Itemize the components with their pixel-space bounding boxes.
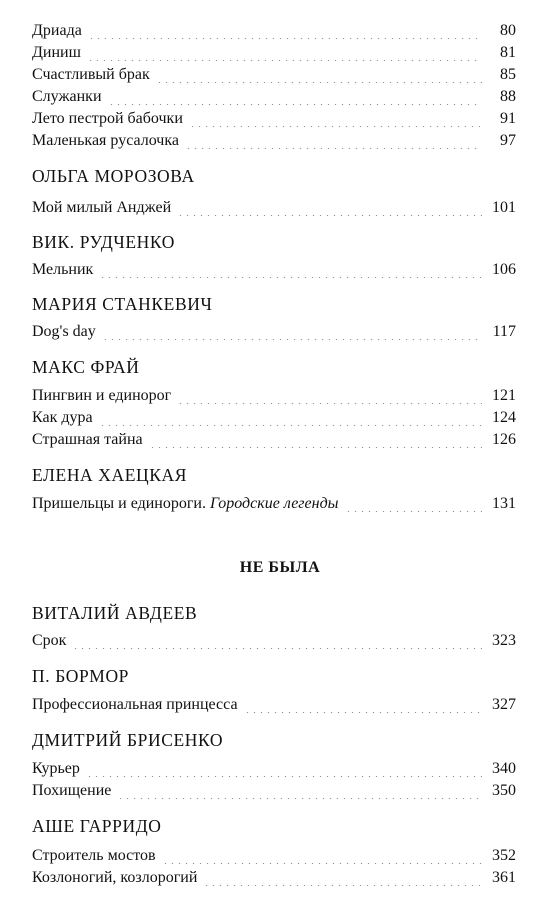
toc-entry[interactable]: [32, 42, 516, 64]
author-heading: ОЛЬГА МОРОЗОВА: [32, 166, 195, 186]
dot-leader: [185, 148, 482, 149]
entry-title: [32, 197, 171, 219]
page-number: 106: [492, 261, 516, 278]
toc-entry[interactable]: [32, 321, 516, 343]
page-number: 124: [492, 409, 516, 426]
page-number: 121: [492, 387, 516, 404]
dot-leader: [99, 425, 482, 426]
entry-title: [32, 20, 82, 42]
toc-entry[interactable]: [32, 108, 516, 130]
toc-entry[interactable]: [32, 845, 516, 867]
entry-title-text: Строитель мостов: [32, 847, 156, 864]
page-number: 327: [492, 696, 516, 713]
page-number: 361: [492, 869, 516, 886]
toc-entry[interactable]: [32, 64, 516, 86]
dot-leader: [345, 511, 482, 512]
entry-title-text: Лето пестрой бабочки: [32, 110, 183, 127]
page-number: 101: [492, 199, 516, 216]
dot-leader: [156, 82, 482, 83]
toc-entry[interactable]: [32, 385, 516, 407]
entry-title: [32, 108, 183, 130]
toc-entry[interactable]: [32, 694, 516, 716]
author-heading: ЕЛЕНА ХАЕЦКАЯ: [32, 465, 188, 485]
entry-title-text: Мой милый Анджей: [32, 199, 172, 216]
dot-leader: [117, 798, 482, 799]
entry-title: [32, 758, 80, 780]
entry-title-text: Пришельцы и единороги.: [32, 495, 206, 512]
page-number: 352: [492, 847, 516, 864]
toc-entry[interactable]: [32, 429, 516, 451]
page-number: 81: [500, 44, 516, 61]
entry-title: [32, 429, 143, 451]
entry-title: [32, 86, 102, 108]
entry-title-text: Счастливый брак: [32, 66, 150, 83]
toc-entry[interactable]: [32, 780, 516, 802]
dot-leader: [189, 126, 482, 127]
page-number: 131: [492, 495, 516, 512]
dot-leader: [149, 447, 482, 448]
entry-title-text: Курьер: [32, 760, 80, 777]
toc-entry[interactable]: [32, 493, 516, 515]
page-number: 91: [500, 110, 516, 127]
section-heading: НЕ БЫЛА: [239, 559, 321, 576]
toc-entry[interactable]: [32, 20, 516, 42]
toc-entry[interactable]: [32, 630, 516, 652]
entry-title: [32, 867, 197, 889]
entry-title-text: Похищение: [32, 782, 112, 799]
page-number: 350: [492, 782, 516, 799]
dot-leader: [203, 885, 482, 886]
entry-title-text: Маленькая русалочка: [32, 132, 179, 149]
toc-entry[interactable]: [32, 259, 516, 281]
dot-leader: [177, 403, 482, 404]
entry-title: [32, 630, 66, 652]
entry-title: [32, 694, 238, 716]
author-heading: ДМИТРИЙ БРИСЕНКО: [32, 730, 224, 750]
entry-title-text: Dog's day: [32, 323, 96, 340]
toc-entry[interactable]: [32, 407, 516, 429]
entry-title-text: Служанки: [32, 88, 102, 105]
page-number: 85: [500, 66, 516, 83]
entry-title-text: Как дура: [32, 409, 93, 426]
toc-entry[interactable]: [32, 758, 516, 780]
entry-title: [32, 845, 156, 867]
entry-title-text: Пингвин и единорог: [32, 387, 172, 404]
entry-title-text: Срок: [32, 632, 67, 649]
entry-title-text: Козлоногий, козлорогий: [32, 869, 198, 886]
page-number: 88: [500, 88, 516, 105]
entry-title: [32, 385, 171, 407]
dot-leader: [72, 648, 482, 649]
toc-entry[interactable]: [32, 867, 516, 889]
toc-entry[interactable]: [32, 130, 516, 152]
entry-title-text: Страшная тайна: [32, 431, 143, 448]
entry-title-text: Диниш: [32, 44, 81, 61]
page-number: 323: [492, 632, 516, 649]
entry-title-text: Дриада: [32, 22, 82, 39]
dot-leader: [177, 215, 482, 216]
dot-leader: [108, 104, 483, 105]
entry-title: [32, 64, 150, 86]
page-number: 126: [492, 431, 516, 448]
author-heading: МАРИЯ СТАНКЕВИЧ: [32, 294, 213, 314]
page-number: 117: [492, 323, 516, 340]
dot-leader: [244, 712, 482, 713]
entry-title: [32, 407, 93, 429]
entry-title-text: Профессиональная принцесса: [32, 696, 238, 713]
author-heading: П. БОРМОР: [32, 666, 130, 686]
entry-title: [32, 259, 93, 281]
entry-subtitle: Городские легенды: [209, 495, 339, 512]
author-heading: ВИК. РУДЧЕНКО: [32, 232, 175, 252]
dot-leader: [88, 38, 482, 39]
entry-title: [32, 42, 81, 64]
toc-entry[interactable]: [32, 86, 516, 108]
author-heading: МАКС ФРАЙ: [32, 357, 140, 377]
page-number: 80: [500, 22, 516, 39]
entry-title: [32, 493, 339, 515]
dot-leader: [102, 339, 482, 340]
dot-leader: [86, 776, 482, 777]
page-number: 340: [492, 760, 516, 777]
dot-leader: [162, 863, 482, 864]
author-heading: АШЕ ГАРРИДО: [32, 816, 162, 836]
page-number: 97: [500, 132, 516, 149]
toc-entry[interactable]: [32, 197, 516, 219]
entry-title: [32, 321, 96, 343]
dot-leader: [87, 60, 482, 61]
entry-title: [32, 130, 179, 152]
author-heading: ВИТАЛИЙ АВДЕЕВ: [32, 603, 198, 623]
entry-title-text: Мельник: [32, 261, 94, 278]
dot-leader: [99, 277, 482, 278]
entry-title: [32, 780, 111, 802]
